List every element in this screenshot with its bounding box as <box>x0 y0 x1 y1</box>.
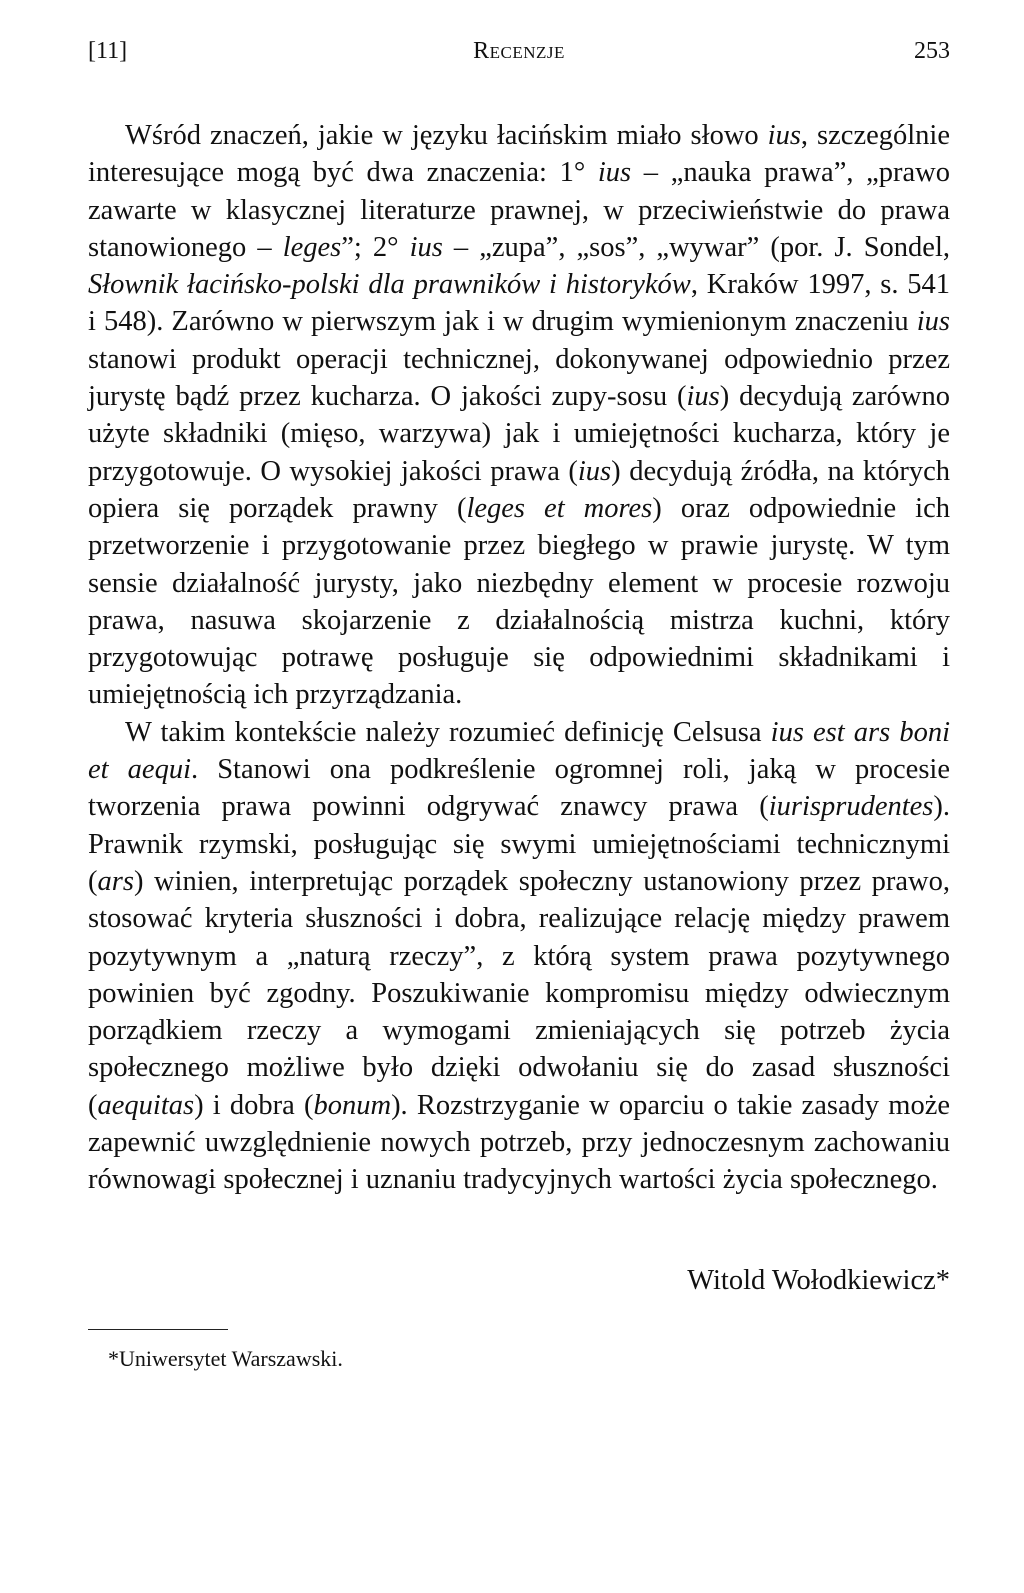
running-head <box>88 36 950 66</box>
section-title: Recenzje <box>473 38 565 64</box>
italic-term: ius <box>916 306 950 338</box>
text-run: W takim kontekście należy rozumieć definicję Celsusa <box>125 716 771 748</box>
italic-term: ius <box>597 157 632 189</box>
text-run: ”; 2° <box>341 231 410 263</box>
italic-term: aequitas <box>97 1089 195 1121</box>
italic-term: ius est ars boni et aequi <box>88 716 950 786</box>
italic-term: ius <box>577 455 612 487</box>
body-paragraph-2 <box>88 714 950 1199</box>
italic-term: leges et mores <box>466 492 653 524</box>
text-run: ) decydują źródła, na których opiera się porządek prawny ( <box>88 455 950 524</box>
italic-term: Słownik łacińsko-polski dla prawników i historyków <box>88 269 691 301</box>
body-paragraph-1 <box>88 117 950 714</box>
text-run: , Kraków 1997, s. 541 i 548). Zarówno w pierwszym jak i w drugim wymienionym znaczeniu <box>88 269 950 338</box>
italic-term: ars <box>97 865 134 897</box>
text-run: stanowi produkt operacji technicznej, dokonywanej odpowiednio przez jurystę bądź przez kucharza. O jakości zupy-sosu ( <box>88 343 950 413</box>
footnote: *Uniwersytet Warszawski. <box>108 1346 343 1371</box>
text-run: . Stanowi ona podkreślenie ogromnej roli, jaką w procesie tworzenia prawa powinni odgrywać znawcy prawa ( <box>88 754 950 823</box>
body-text <box>88 117 950 1199</box>
text-run: ). Rozstrzyganie w oparciu o takie zasady może zapewnić uwzględnienie nowych potrzeb, przy jednoczesnym zachowaniu równowagi społecznej i uznaniu tradycyjnych wartości życia społecznego. <box>88 1089 951 1196</box>
text-run: , szczególnie interesujące mogą być dwa znaczenia: 1° <box>88 120 950 189</box>
italic-term: leges <box>282 231 342 263</box>
italic-term: bonum <box>313 1089 392 1121</box>
page-number: 253 <box>914 38 950 64</box>
footnote-divider <box>88 1329 228 1330</box>
italic-term: ius <box>767 120 801 151</box>
text-run: – „zupa”, „sos”, „wywar” (por. J. Sondel, <box>442 231 951 263</box>
italic-term: ius <box>686 381 720 413</box>
text-run: ) decydują zarówno użyte składniki (mięso, warzywa) jak i umiejętności kucharza, który je przygotowuje. O wysokiej jakości prawa ( <box>88 381 950 487</box>
text-run: – „nauka prawa”, „prawo zawarte w klasycznej literaturze prawnej, w przeciwieństwie do prawa stanowionego – <box>88 157 950 263</box>
section-number: [11] <box>88 38 128 64</box>
text-run: ) oraz odpowiednie ich przetworzenie i przygotowanie przez biegłego w prawie jurystę. W tym sensie działalność jurysty, jako niezbędny element w procesie rozwoju prawa, nasuwa skojarzenie z działalnością mistrza kuchni, który przygotowując potrawę posługuje się odpowiednimi składnikami i umiejętnością ich przyrządzania. <box>88 492 950 711</box>
author-signature: Witold Wołodkiewicz* <box>687 1265 950 1296</box>
italic-term: iurisprudentes <box>768 791 934 823</box>
italic-term: ius <box>409 231 443 263</box>
text-run: ) i dobra ( <box>194 1089 314 1121</box>
text-run: Wśród znaczeń, jakie w języku łacińskim miało słowo <box>125 120 768 151</box>
text-run: ) winien, interpretując porządek społeczny ustanowiony przez prawo, stosować kryteria słuszności i dobra, realizujące relację między prawem pozytywnym a „naturą rzeczy”, z którą system prawa pozytywnego powinien być zgodny. Poszukiwanie kompromisu między odwiecznym porządkiem rzeczy a wymogami zmieniających się potrzeb życia społecznego możliwe było dzięki odwołaniu się do zasad słuszności ( <box>88 865 950 1121</box>
page <box>88 0 950 1593</box>
text-run: ). Prawnik rzymski, posługując się swymi umiejętnościami technicznymi ( <box>88 791 950 897</box>
